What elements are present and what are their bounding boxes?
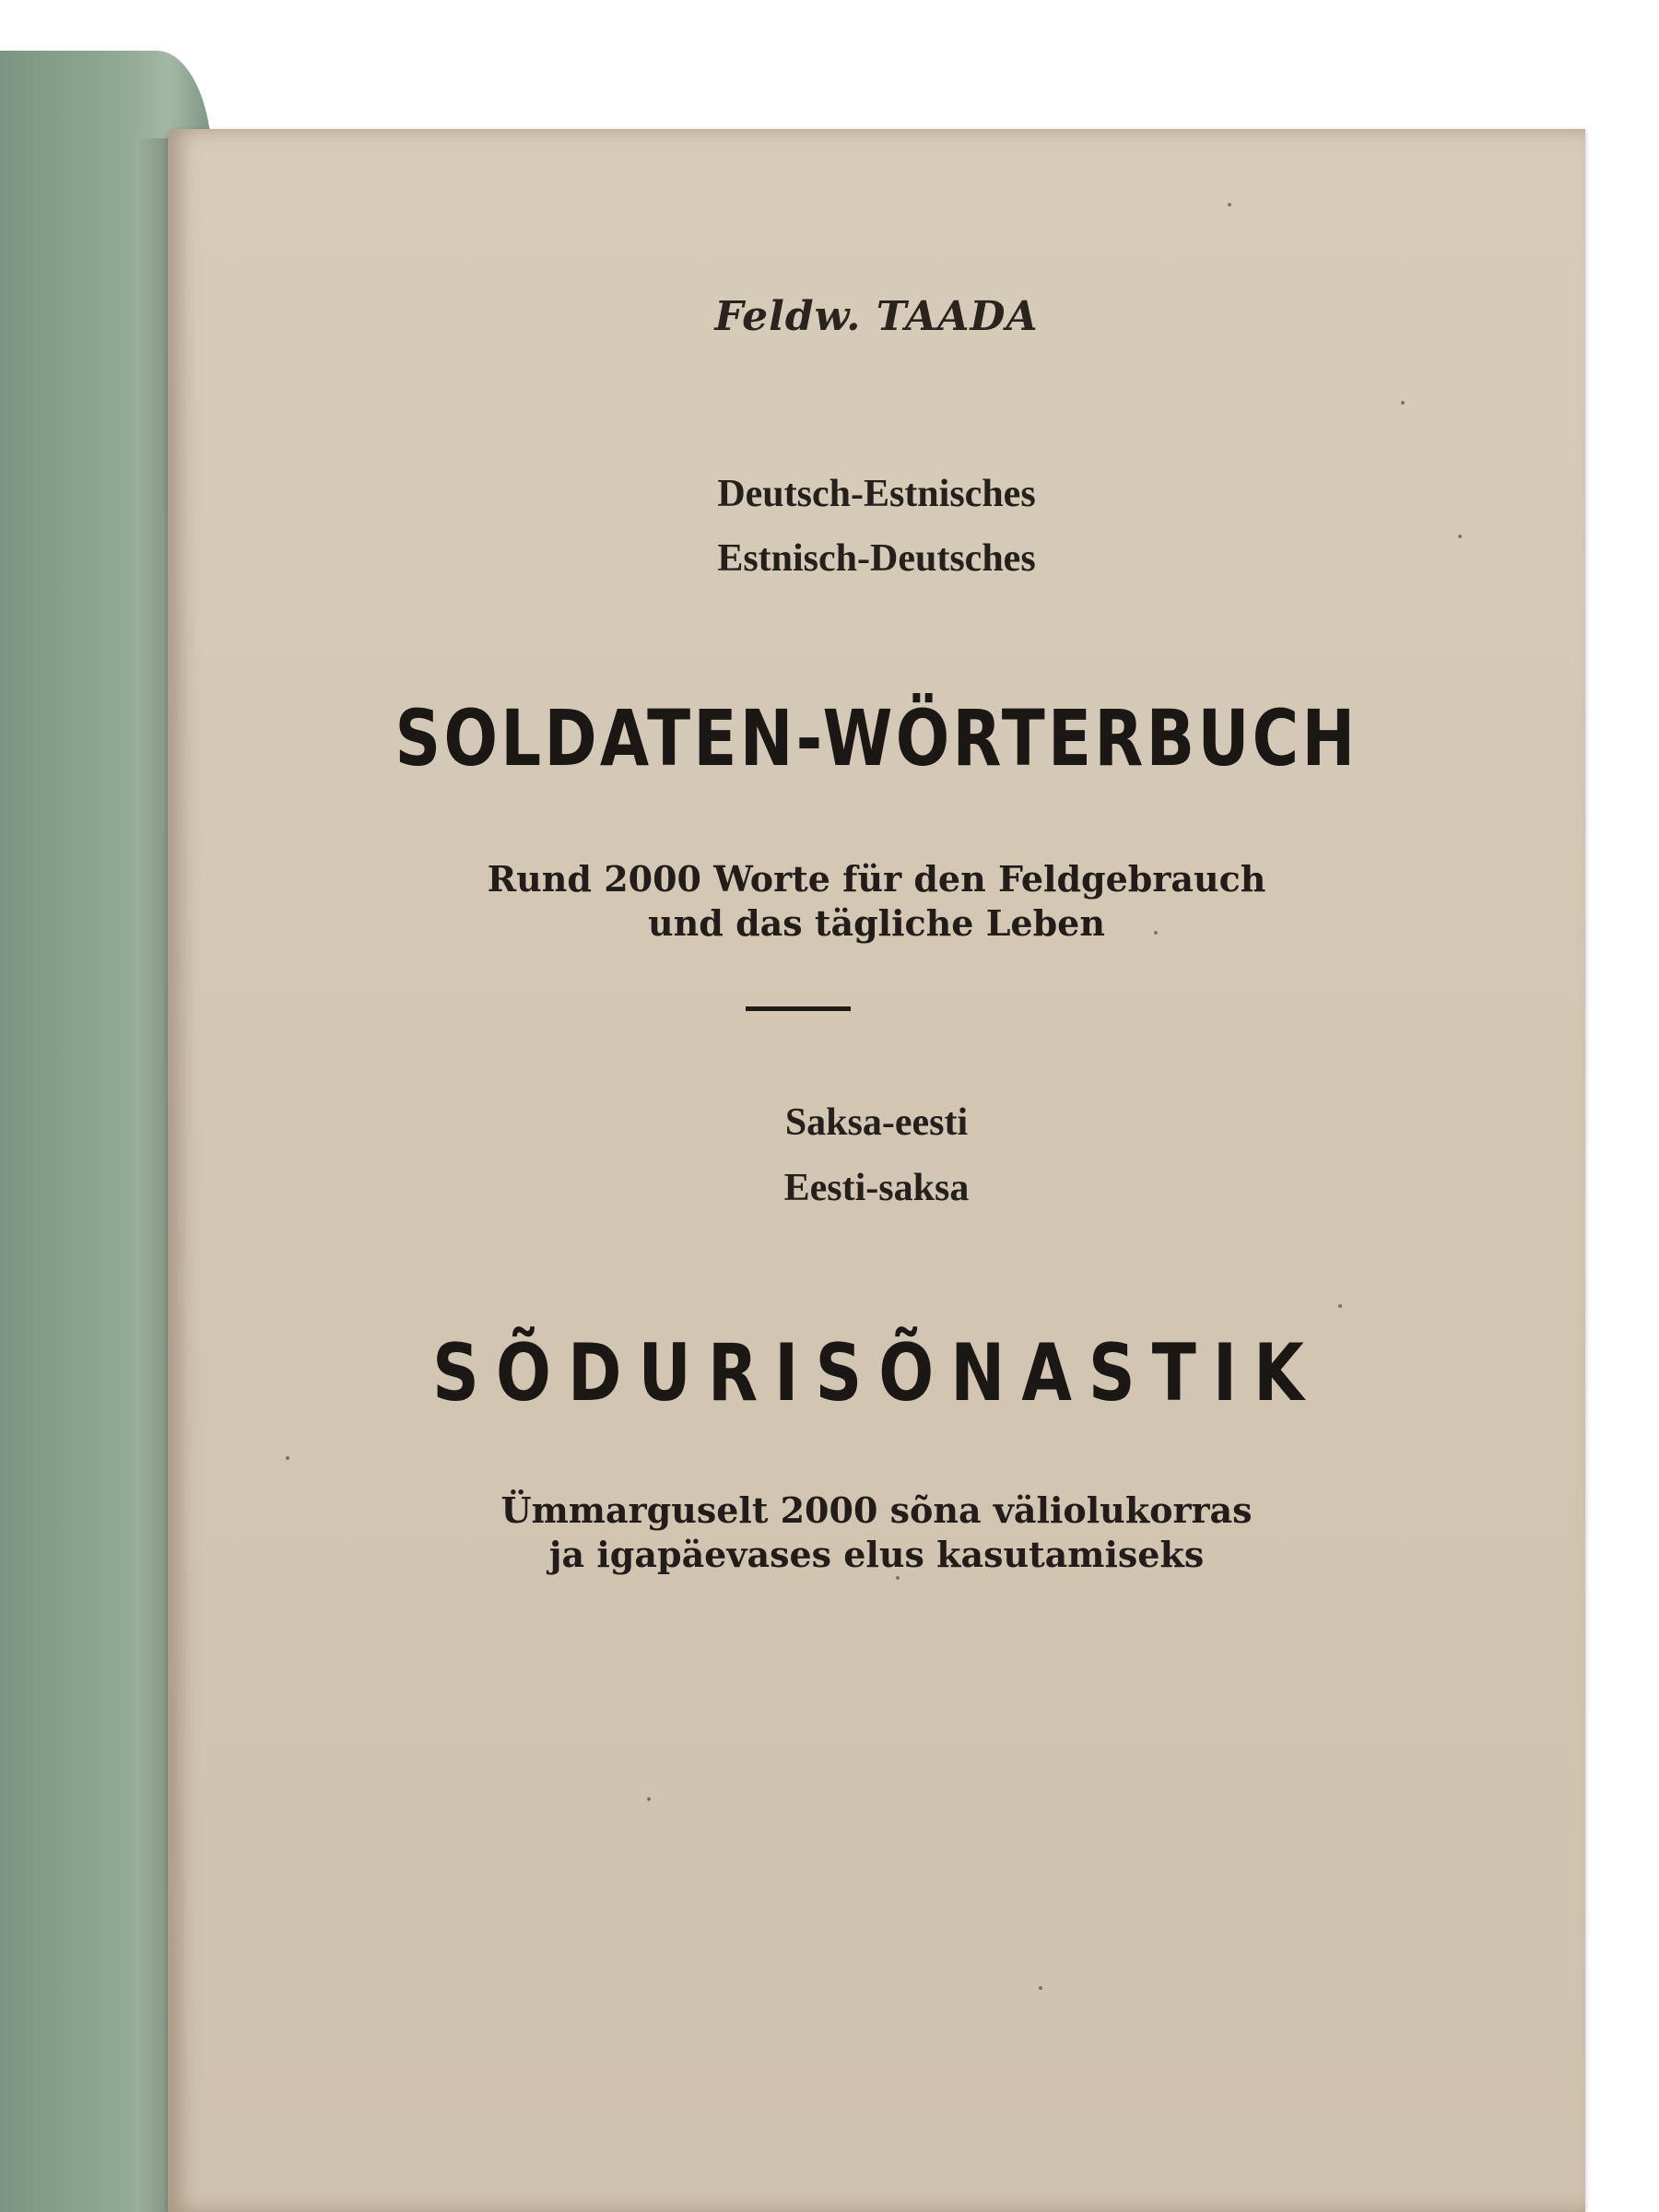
german-title: SOLDATEN-WÖRTERBUCH: [394, 693, 1359, 783]
paper-speck: [896, 1576, 900, 1580]
estonian-subtitle-line2: Eesti-saksa: [783, 1167, 970, 1209]
divider-rule: [746, 1006, 851, 1011]
author-name: Feldw. TAADA: [714, 293, 1039, 340]
estonian-description-line2: ja igapäevases elus kasutamiseks: [548, 1534, 1205, 1575]
estonian-title: SÕDURISÕNASTIK: [432, 1327, 1321, 1419]
paper-speck: [1338, 1304, 1342, 1308]
paper-speck: [1228, 203, 1231, 206]
german-subtitle-line1: Deutsch-Estnisches: [717, 473, 1036, 515]
paper-speck: [286, 1456, 289, 1460]
estonian-description-line1: Ümmarguselt 2000 sõna väliolukorras: [500, 1489, 1253, 1531]
estonian-subtitle-line1: Saksa-eesti: [784, 1101, 969, 1144]
german-description-line2: und das tägliche Leben: [648, 902, 1105, 944]
german-subtitle-line2: Estnisch-Deutsches: [717, 537, 1036, 580]
paper-speck: [647, 1797, 651, 1801]
paper-speck: [1039, 1986, 1042, 1990]
paper-speck: [1458, 535, 1462, 538]
paper-speck: [1154, 931, 1158, 935]
paper-speck: [1401, 401, 1405, 405]
title-page: [168, 129, 1585, 2212]
page-content: [168, 129, 1585, 2212]
german-description-line1: Rund 2000 Worte für den Feldgebrauch: [487, 858, 1266, 900]
